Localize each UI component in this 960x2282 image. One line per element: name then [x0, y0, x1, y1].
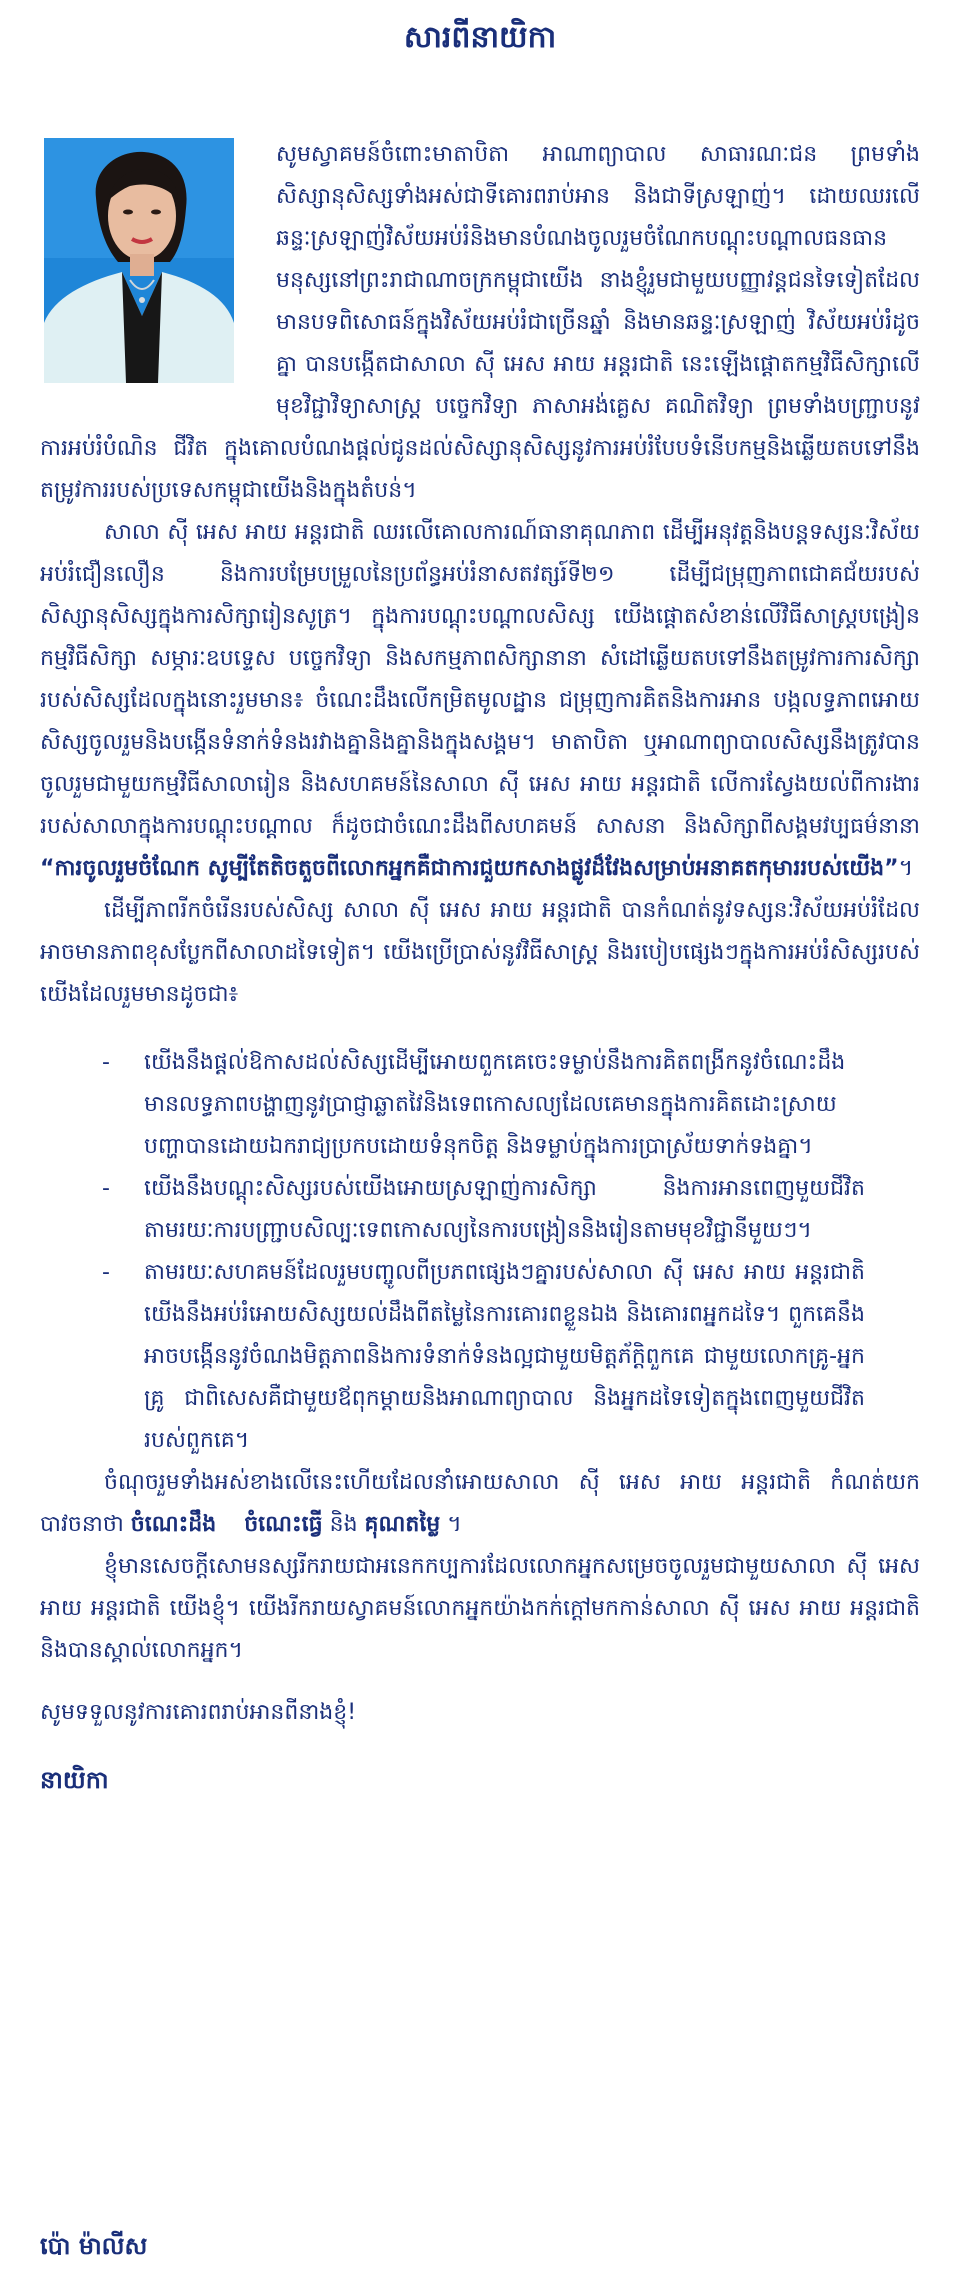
paragraph-vision: ដើម្បីភាពរីកចំរើនរបស់សិស្ស សាលា ស៊ី អេស អាយ អន្តរជាតិ បានកំណត់នូវទស្សនៈវិស័យអប់រំដែលអាចមានភាពខុសប្លែកពីសាលាដទៃទៀត។ យើងប្រើប្រាស់នូវវិធីសាស្ត្រ និងរបៀបផ្សេងៗក្នុងការអប់រំសិស្សរបស់យើងដែលរួមមានដូចជា៖: [40, 898, 920, 1007]
bullet-dash: -: [102, 1050, 110, 1075]
list-item: [102, 1042, 865, 1168]
paragraph-motto-text: ចំណុចរួមទាំងអស់ខាងលើនេះហើយដែលនាំអោយសាលា ស៊ី អេស អាយ អន្តរជាតិ កំណត់យកបាវចនាថា: [40, 1470, 920, 1537]
motto-values: គុណតម្លៃ: [364, 1512, 441, 1537]
signer-name: ប៉ោ ម៉ាលីស: [40, 2232, 148, 2260]
list-item: [102, 1252, 865, 1462]
paragraph-motto: [40, 1462, 920, 1546]
list-item-text: តាមរយៈសហគមន៍ដែលរួមបញ្ចូលពីប្រភពផ្សេងៗគ្នារបស់សាលា ស៊ី អេស អាយ អន្តរជាតិ យើងនឹងអប់រំអោយសិស្សយល់ដឹងពីតម្លៃនៃការគោរពខ្លួនឯង និងគោរពអ្នកដទៃ។ ពួកគេនឹងអាចបង្កើននូវចំណងមិត្តភាពនិងការទំនាក់ទំនងល្អជាមួយមិត្តភ័ក្តិពួកគេ ជាមួយលោកគ្រូ-អ្នកគ្រូ ជាពិសេសគឺជាមួយឪពុកម្តាយនិងអាណាព្យាបាល និងអ្នកដទៃទៀតក្នុងពេញមួយជីវិតរបស់ពួកគេ។: [144, 1260, 865, 1453]
bullet-dash: -: [102, 1176, 110, 1201]
intro-section: [40, 134, 920, 512]
paragraph-motto-end: ។: [440, 1512, 462, 1537]
list-item-text: យើងនឹងបណ្តុះសិស្សរបស់យើងអោយស្រឡាញ់ការសិក្សា និងការអានពេញមួយជីវិត តាមរយៈការបញ្ជ្រាបសិល្បៈទេពកោសល្យនៃការបង្រៀននិងរៀនតាមមុខវិជ្ជានីមួយៗ។: [144, 1176, 865, 1243]
signoff-text: សូមទទួលនូវការគោរពរាប់អានពីនាងខ្ញុំ!: [40, 1700, 357, 1725]
principal-photo: [44, 138, 234, 383]
paragraph-quality-end: ។: [898, 856, 914, 881]
signer-title: នាយិកា: [40, 1766, 109, 1794]
list-item-text: យើងនឹងផ្តល់ឱកាសដល់សិស្សដើម្បីអោយពួកគេចេះទម្លាប់នឹងការគិតពង្រីកនូវចំណេះដឹង មានលទ្ធភាពបង្ហាញនូវប្រាជ្ញាឆ្លាតវៃនិងទេពកោសល្យដែលគេមានក្នុងការគិតដោះស្រាយបញ្ហាបានដោយឯករាជ្យប្រកបដោយទំនុកចិត្ត និងទម្លាប់ក្នុងការប្រាស្រ័យទាក់ទងគ្នា។: [144, 1050, 846, 1159]
methods-list: [40, 1042, 920, 1462]
paragraph-welcome: ខ្ញុំមានសេចក្តីសោមនស្សរីករាយជាអនេកកប្បការដែលលោកអ្នកសម្រេចចូលរួមជាមួយសាលា ស៊ី អេស អាយ អន្តរជាតិ យើងខ្ញុំ។ យើងរីករាយស្វាគមន៍លោកអ្នកយ៉ាងកក់ក្តៅមកកាន់សាលា ស៊ី អេស អាយ អន្តរជាតិ និងបានស្គាល់លោកអ្នក។: [40, 1554, 920, 1663]
motto-knowledge: ចំណេះដឹង: [130, 1512, 217, 1537]
motto-skills: ចំណេះធ្វើ: [244, 1512, 323, 1537]
intro-text: សូមស្វាគមន៍ចំពោះមាតាបិតា អាណាព្យាបាល សាធារណៈជន ព្រមទាំងសិស្សានុសិស្សទាំងអស់ជាទីគោរពរាប់អាន និងជាទីស្រឡាញ់។ ដោយឈរលើឆន្ទៈស្រឡាញ់វិស័យអប់រំនិងមានបំណងចូលរួមចំណែកបណ្តុះបណ្តាលធនធានមនុស្សនៅព្រះរាជាណាចក្រកម្ពុជាយើង នាងខ្ញុំរួមជាមួយបញ្ញាវន្តជនទៃទៀតដែលមានបទពិសោធន៍ក្នុងវិស័យអប់រំជាច្រើនឆ្នាំ និងមានឆន្ទៈស្រឡាញ់ វិស័យអប់រំដូចគ្នា បានបង្កើតជាសាលា ស៊ី អេស អាយ អន្តរជាតិ នេះឡើងផ្តោតកម្មវិធីសិក្សាលើមុខវិជ្ជាវិទ្យាសាស្ត្រ បច្ចេកវិទ្យា ភាសាអង់គ្លេស គណិតវិទ្យា ព្រមទាំងបញ្ជ្រាបនូវការអប់រំបំណិន ជីវិត ក្នុងគោលបំណងផ្តល់ជូនដល់សិស្សានុសិស្សនូវការអប់រំបែបទំនើបកម្មនិងឆ្លើយតបទៅនឹងតម្រូវការរបស់ប្រទេសកម្ពុជាយើងនិងក្នុងតំបន់។: [40, 142, 920, 503]
paragraph-quality-text: សាលា ស៊ី អេស អាយ អន្តរជាតិ ឈរលើគោលការណ៍ធានាគុណភាព ដើម្បីអនុវត្តនិងបន្តទស្សនៈវិស័យអប់រំជឿនលឿន និងការបម្រែបម្រួលនៃប្រព័ន្ធអប់រំនាសតវត្សរ៍ទី២១ ដើម្បីជម្រុញភាពជោគជ័យរបស់សិស្សានុសិស្សក្នុងការសិក្សារៀនសូត្រ។ ក្នុងការបណ្តុះបណ្តាលសិស្ស យើងផ្តោតសំខាន់លើវិធីសាស្ត្របង្រៀន កម្មវិធីសិក្សា សម្ភារៈឧបទ្ទេស បច្ចេកវិទ្យា និងសកម្មភាពសិក្សានានា សំដៅឆ្លើយតបទៅនឹងតម្រូវការការសិក្សារបស់សិស្សដែលក្នុងនោះរួមមាន៖ ចំណេះដឹងលើកម្រិតមូលដ្ឋាន ជម្រុញការគិតនិងការអាន បង្កលទ្ធភាពអោយសិស្សចូលរួមនិងបង្កើនទំនាក់ទំនងរវាងគ្នានិងគ្នានិងក្នុងសង្គម។ មាតាបិតា ឬអាណាព្យាបាលសិស្សនឹងត្រូវបានចូលរួមជាមួយកម្មវិធីសាលារៀន និងសហគមន៍នៃសាលា ស៊ី អេស អាយ អន្តរជាតិ លើការស្វែងយល់ពីការងាររបស់សាលាក្នុងការបណ្តុះបណ្តាល ក៏ដូចជាចំណេះដឹងពីសហគមន៍ សាសនា និងសិក្សាពីសង្គមវប្បធម៌នានា: [40, 520, 920, 839]
parent-quote: “ការចូលរួមចំណែក សូម្បីតែតិចតួចពីលោកអ្នកគឺជាការជួយកសាងផ្លូវដ៏វែងសម្រាប់អនាគតកុមាររបស់យើង”: [40, 856, 899, 881]
page-title: សារពីនាយិកា: [403, 20, 557, 55]
paragraph-quality-principles: [40, 512, 920, 890]
list-item: [102, 1168, 865, 1252]
bullet-dash: -: [102, 1260, 110, 1285]
motto-and: និង: [322, 1512, 365, 1537]
